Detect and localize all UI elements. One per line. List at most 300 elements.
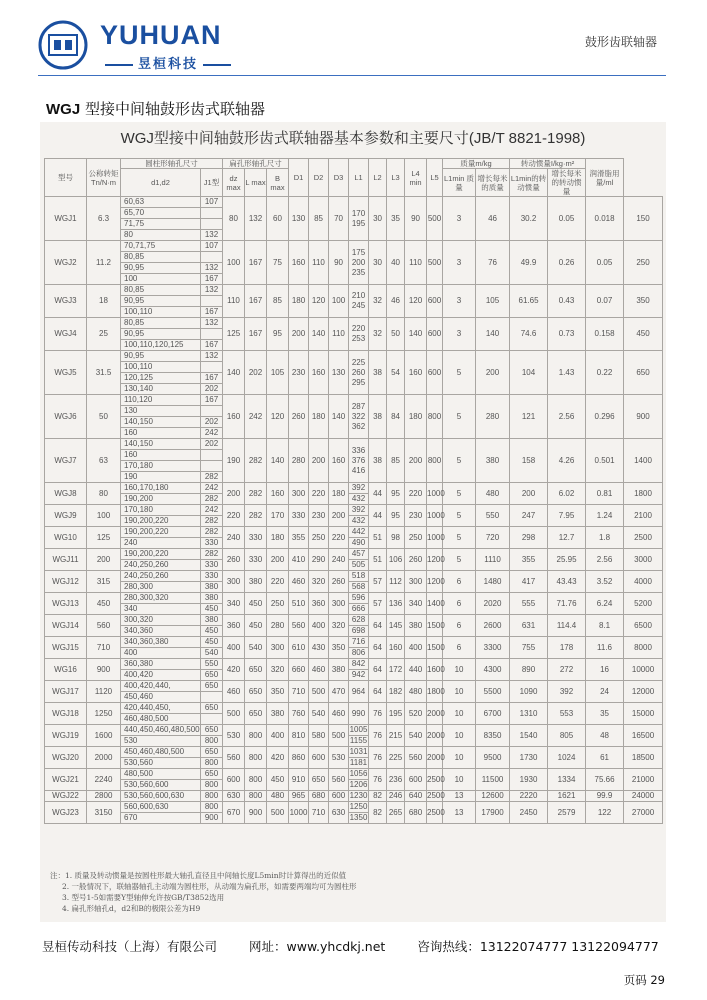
- table-cell: 560: [87, 615, 121, 637]
- table-cell: 1206: [349, 780, 368, 789]
- table-cell: [201, 362, 223, 373]
- table-cell: 1031: [349, 747, 368, 756]
- table-cell: 160: [329, 439, 349, 483]
- table-row: [45, 791, 663, 802]
- table-cell: 540: [201, 648, 223, 659]
- table-cell: 104: [510, 351, 548, 395]
- table-cell: 680: [309, 791, 329, 802]
- table-cell: 16: [586, 659, 624, 681]
- table-cell: 6: [443, 593, 476, 615]
- table-cell: 2.56: [586, 549, 624, 571]
- table-cell: 5: [443, 439, 476, 483]
- table-cell: 0.22: [586, 351, 624, 395]
- table-cell: 180: [289, 285, 309, 318]
- table-cell: 330: [201, 560, 223, 571]
- table-cell: 220: [267, 571, 289, 593]
- table-cell: 1.43: [548, 351, 586, 395]
- table-cell: 1000: [427, 527, 443, 549]
- table-cell: 460: [309, 659, 329, 681]
- table-cell: 5: [443, 549, 476, 571]
- table-cell: 800: [245, 747, 267, 769]
- table-cell: 1200: [427, 549, 443, 571]
- table-cell: 680: [405, 802, 427, 824]
- table-cell: 250: [624, 241, 663, 285]
- table-cell: 200: [223, 483, 245, 505]
- table-cell-value: 225: [351, 357, 366, 367]
- table-cell: 631: [510, 615, 548, 637]
- table-cell: 1.24: [586, 505, 624, 527]
- table-cell: 120,125: [121, 373, 201, 384]
- table-cell: 3: [443, 318, 476, 351]
- company-logo-icon: [38, 20, 88, 70]
- table-cell: 380: [267, 703, 289, 725]
- table-cell: 280: [289, 439, 309, 483]
- table-cell: 392: [349, 505, 369, 516]
- table-cell: 380: [201, 582, 223, 593]
- table-cell: 8000: [624, 637, 663, 659]
- table-cell: 190,200,220: [121, 549, 201, 560]
- table-row: [45, 241, 663, 252]
- spec-table-scan: [40, 122, 666, 922]
- table-cell: 460: [329, 703, 349, 725]
- table-cell: 242: [201, 505, 223, 516]
- table-row: [45, 659, 663, 670]
- table-cell: 2.56: [548, 395, 586, 439]
- table-cell-value: 322: [351, 411, 366, 421]
- table-cell: 964: [349, 681, 369, 703]
- table-cell: 1400: [624, 439, 663, 483]
- table-cell: 180: [329, 483, 349, 505]
- table-row: [45, 571, 663, 582]
- brand-name-cn: 昱桓科技: [100, 53, 236, 72]
- table-cell: 1400: [427, 593, 443, 615]
- table-cell: 12000: [624, 681, 663, 703]
- table-row: [45, 318, 663, 329]
- table-cell: 400,420,440,: [121, 681, 201, 692]
- table-cell-value: 200: [351, 257, 366, 267]
- table-cell: 80: [87, 483, 121, 505]
- section-label: 鼓形齿联轴器: [584, 35, 657, 49]
- table-cell: 70: [329, 197, 349, 241]
- table-cell: 340: [121, 604, 201, 615]
- table-cell: 242: [201, 428, 223, 439]
- table-cell: 202: [201, 384, 223, 395]
- table-cell: 38: [369, 439, 387, 483]
- table-row: [45, 505, 663, 516]
- table-cell: 145: [387, 615, 405, 637]
- table-row: [45, 527, 663, 538]
- table-cell: 132: [245, 197, 267, 241]
- table-cell: [349, 351, 369, 395]
- table-cell: 2020: [476, 593, 510, 615]
- table-cell: 600: [427, 351, 443, 395]
- table-cell: 282: [201, 527, 223, 538]
- table-cell: 650: [245, 703, 267, 725]
- table-cell: 51: [369, 527, 387, 549]
- table-cell: 420: [223, 659, 245, 681]
- table-cell: 98: [387, 527, 405, 549]
- table-cell: 720: [476, 527, 510, 549]
- table-cell: 105: [476, 285, 510, 318]
- table-cell: 240: [223, 527, 245, 549]
- table-cell: 540: [309, 703, 329, 725]
- table-cell: WGJ17: [45, 681, 87, 703]
- table-cell: 530: [121, 736, 201, 747]
- table-header-cell: dz max: [223, 169, 245, 197]
- table-cell: 1730: [510, 747, 548, 769]
- table-cell: 716: [349, 637, 369, 648]
- page-number: 页码 29: [623, 973, 665, 987]
- table-cell: WGJ2: [45, 241, 87, 285]
- table-cell: 110: [223, 285, 245, 318]
- table-cell: 500: [427, 241, 443, 285]
- table-cell: 130: [121, 406, 201, 417]
- table-row: [45, 395, 663, 406]
- table-cell: [349, 197, 369, 241]
- table-cell: 6.3: [87, 197, 121, 241]
- table-cell-value: 220: [351, 324, 366, 333]
- table-cell: 167: [201, 340, 223, 351]
- table-cell: 160: [267, 483, 289, 505]
- table-cell: 480: [267, 791, 289, 802]
- table-cell: 6: [443, 615, 476, 637]
- table-cell: 1500: [427, 637, 443, 659]
- table-cell: 85: [309, 197, 329, 241]
- note-line: 2. 一般情况下，联轴器轴孔主动端为圆柱形，从动端为扁孔形，如需要两端均可为圆柱形: [62, 882, 357, 891]
- table-cell: 10: [443, 681, 476, 703]
- table-cell: 510: [289, 593, 309, 615]
- table-cell: 125: [87, 527, 121, 549]
- table-cell: 12.7: [548, 527, 586, 549]
- table-cell: 46: [387, 285, 405, 318]
- table-cell: 6: [443, 637, 476, 659]
- table-cell: 130: [289, 197, 309, 241]
- table-header-cell: L3: [387, 159, 405, 197]
- table-cell: 82: [369, 791, 387, 802]
- table-cell: 440,450,460,480,500: [121, 725, 201, 736]
- table-cell: 1000: [289, 802, 309, 824]
- table-cell: 330: [201, 538, 223, 549]
- table-cell: 240: [329, 549, 349, 571]
- table-cell: 530: [329, 747, 349, 769]
- table-cell: 400: [121, 648, 201, 659]
- table-cell: 380: [201, 615, 223, 626]
- footer-hotline: 咨询热线：13122074777 13122094777: [417, 939, 659, 954]
- table-cell: 11.6: [586, 637, 624, 659]
- table-cell: [349, 395, 369, 439]
- table-cell: 2500: [427, 791, 445, 800]
- table-cell: 90: [405, 197, 427, 241]
- footer-company: 昱桓传动科技（上海）有限公司: [42, 939, 218, 954]
- table-cell: 900: [87, 659, 121, 681]
- table-cell: 167: [201, 395, 223, 406]
- table-cell: 132: [201, 263, 223, 274]
- table-cell: 95: [387, 505, 405, 527]
- table-cell: 0.07: [586, 285, 624, 318]
- table-cell: 172: [387, 659, 405, 681]
- table-cell: [349, 241, 369, 285]
- table-cell: 410: [289, 549, 309, 571]
- table-cell: 200: [329, 505, 349, 527]
- table-cell-value: 416: [351, 465, 366, 475]
- table-cell: WGJ1: [45, 197, 87, 241]
- table-cell: 630: [223, 791, 245, 802]
- table-cell: 140: [405, 318, 427, 351]
- table-cell: 553: [548, 703, 586, 725]
- table-cell: 5: [443, 351, 476, 395]
- table-cell: [201, 208, 223, 219]
- table-row: [45, 483, 663, 494]
- table-cell: 500: [267, 802, 289, 824]
- table-cell: 24: [586, 681, 624, 703]
- table-cell: 650: [245, 681, 267, 703]
- table-cell: 555: [510, 593, 548, 615]
- table-cell: [201, 219, 223, 230]
- table-cell: 100,110: [121, 362, 201, 373]
- table-cell: 320: [329, 615, 349, 637]
- table-cell: 1.8: [586, 527, 624, 549]
- table-cell: 698: [349, 626, 369, 637]
- table-cell: 965: [289, 791, 309, 802]
- table-cell: 1200: [427, 571, 443, 593]
- table-cell: 450: [87, 593, 121, 615]
- table-cell: 450: [245, 593, 267, 615]
- table-cell: WG10: [45, 527, 87, 549]
- table-cell: 1540: [510, 725, 548, 747]
- table-cell: 280,300,320: [121, 593, 201, 604]
- table-cell: 560: [405, 747, 427, 769]
- table-cell: 1600: [87, 725, 121, 747]
- table-cell: [201, 296, 223, 307]
- table-row: [45, 615, 663, 626]
- table-cell: 25: [87, 318, 121, 351]
- table-cell: 5: [443, 505, 476, 527]
- section-title-text: 型接中间轴鼓形齿式联轴器: [80, 100, 265, 118]
- table-cell: 1930: [510, 769, 548, 791]
- table-cell: 202: [201, 417, 223, 428]
- table-cell: 760: [289, 703, 309, 725]
- table-cell: 520: [405, 703, 427, 725]
- table-cell: 246: [387, 791, 405, 802]
- table-cell: 167: [245, 318, 267, 351]
- table-cell: 200: [405, 439, 427, 483]
- table-cell: 442: [349, 527, 369, 538]
- table-cell: 140,150: [121, 439, 201, 450]
- table-cell: 140,150: [121, 417, 201, 428]
- table-cell: [349, 439, 369, 483]
- table-cell: 710: [309, 802, 329, 824]
- table-cell: 300: [267, 637, 289, 659]
- table-cell: 74.6: [510, 318, 548, 351]
- table-cell: 800: [427, 439, 443, 483]
- table-cell-value: 235: [351, 267, 366, 277]
- table-cell: 140: [267, 439, 289, 483]
- table-header-cell: L5: [427, 159, 443, 197]
- table-cell: 340,360: [121, 626, 201, 637]
- table-cell: 48: [586, 725, 624, 747]
- table-cell: 121: [510, 395, 548, 439]
- table-cell: 76: [369, 725, 387, 747]
- table-cell: 600: [405, 769, 427, 791]
- table-cell: 10: [443, 725, 476, 747]
- table-cell: 0.43: [548, 285, 586, 318]
- table-cell: 100: [121, 274, 201, 285]
- table-cell: 202: [245, 351, 267, 395]
- table-cell: 320: [267, 659, 289, 681]
- table-cell: 0.05: [548, 197, 586, 241]
- table-cell: 1800: [624, 483, 663, 505]
- table-cell: 480,500: [121, 769, 201, 780]
- table-cell: 560: [289, 615, 309, 637]
- table-row: [45, 593, 663, 604]
- table-cell: 250: [405, 527, 427, 549]
- table-cell: 1155: [349, 736, 368, 745]
- table-cell: 330: [201, 571, 223, 582]
- table-cell: 450: [267, 769, 289, 791]
- table-cell: 420,440,450,: [121, 703, 201, 714]
- table-cell: 16500: [624, 725, 663, 747]
- table-cell: 450: [245, 615, 267, 637]
- table-cell-value: 210: [351, 291, 366, 300]
- table-cell: 2600: [476, 615, 510, 637]
- table-cell: [201, 714, 223, 725]
- table-cell: WGJ20: [45, 747, 87, 769]
- table-cell: 100: [223, 241, 245, 285]
- table-cell: 392: [548, 681, 586, 703]
- table-header-cell: L max: [245, 169, 267, 197]
- table-cell: 0.05: [586, 241, 624, 285]
- table-cell: 417: [510, 571, 548, 593]
- table-cell: 7.95: [548, 505, 586, 527]
- table-cell: 670: [223, 802, 245, 824]
- table-cell: 75: [267, 241, 289, 285]
- table-cell: 300: [329, 593, 349, 615]
- table-cell: 190: [223, 439, 245, 483]
- table-cell: 1250: [349, 802, 368, 811]
- table-cell: 140: [476, 318, 510, 351]
- table-cell: 400: [223, 637, 245, 659]
- section-title-code: WGJ: [46, 101, 81, 118]
- table-row: [45, 197, 663, 208]
- table-cell: 32: [369, 318, 387, 351]
- table-cell: 80: [223, 197, 245, 241]
- table-cell: 0.018: [586, 197, 624, 241]
- table-cell: 260: [223, 549, 245, 571]
- table-cell: 470: [329, 681, 349, 703]
- table-cell: 100,110,120,125: [121, 340, 201, 351]
- table-cell: 505: [349, 560, 369, 571]
- table-cell: 942: [349, 670, 369, 681]
- table-cell: 46: [476, 197, 510, 241]
- table-cell: 800: [427, 395, 443, 439]
- table-cell: 280: [476, 395, 510, 439]
- table-cell: 260: [329, 571, 349, 593]
- table-cell: 0.296: [586, 395, 624, 439]
- table-cell: 100: [329, 285, 349, 318]
- table-cell: WGJ11: [45, 549, 87, 571]
- table-cell: 18500: [624, 747, 663, 769]
- table-cell: 568: [349, 582, 369, 593]
- table-cell: 90,95: [121, 263, 201, 274]
- table-cell: WGJ21: [45, 769, 87, 791]
- table-cell: 540: [405, 725, 427, 747]
- table-cell: 10000: [624, 659, 663, 681]
- table-cell: 180: [267, 527, 289, 549]
- table-cell: 450: [624, 318, 663, 351]
- table-header-cell: L4 min: [405, 159, 427, 197]
- table-header-cell: 增长每米的转动惯量: [548, 169, 586, 197]
- table-cell: 215: [387, 725, 405, 747]
- table-cell: 12600: [476, 791, 510, 802]
- table-cell: 272: [548, 659, 586, 681]
- table-cell: 282: [201, 516, 223, 527]
- table-cell: 95: [267, 318, 289, 351]
- table-cell: 10: [443, 659, 476, 681]
- table-cell: WGJ22: [45, 791, 87, 802]
- table-cell: 80,85: [121, 318, 201, 329]
- table-header-row: [45, 159, 663, 169]
- table-cell: 540: [245, 637, 267, 659]
- table-cell: 120: [267, 395, 289, 439]
- table-cell: 2579: [548, 802, 586, 824]
- table-cell: 260: [289, 395, 309, 439]
- table-header-cell: L1min 质量: [443, 169, 476, 197]
- table-cell: 180: [405, 395, 427, 439]
- table-cell: 8350: [476, 725, 510, 747]
- table-cell: 57: [369, 571, 387, 593]
- table-cell: 640: [405, 791, 427, 802]
- table-cell: 1181: [349, 758, 368, 767]
- table-cell: 200: [476, 351, 510, 395]
- table-cell: 202: [201, 439, 223, 450]
- table-cell: 282: [245, 483, 267, 505]
- table-cell: 61: [586, 747, 624, 769]
- table-cell-value: 295: [351, 377, 366, 387]
- table-cell: 3: [443, 241, 476, 285]
- table-cell: 82: [369, 802, 387, 824]
- table-cell: 800: [201, 802, 223, 813]
- table-cell: 2100: [624, 505, 663, 527]
- table-cell: 2240: [87, 769, 121, 791]
- table-cell: 300: [405, 571, 427, 593]
- table-cell: 132: [201, 351, 223, 362]
- table-cell: 220: [405, 483, 427, 505]
- table-cell: 132: [201, 230, 223, 241]
- table-cell: 160: [121, 450, 201, 461]
- table-cell: 460: [223, 681, 245, 703]
- table-cell: 600: [427, 285, 443, 318]
- table-header-cell: D3: [329, 159, 349, 197]
- table-cell: WGJ9: [45, 505, 87, 527]
- table-cell: 38: [369, 395, 387, 439]
- table-cell: 300: [289, 483, 309, 505]
- table-cell: 190,200,220: [121, 516, 201, 527]
- note-line: 注：1. 质量及转动惯量是按圆柱形最大轴孔直径且中间轴长度L5min时计算得出的近似值: [50, 871, 347, 880]
- table-cell: 11500: [476, 769, 510, 791]
- table-cell: 2000: [427, 703, 443, 725]
- table-cell: 630: [329, 802, 349, 824]
- table-header-cell: 转动惯量I/kg·m²: [510, 159, 586, 169]
- table-cell: WGJ8: [45, 483, 87, 505]
- table-cell: 600: [427, 318, 443, 351]
- table-cell: 596: [349, 593, 369, 604]
- table-cell: 220: [329, 527, 349, 549]
- table-cell: 1621: [548, 791, 586, 802]
- table-cell: 99.9: [586, 791, 624, 802]
- table-cell: 10: [443, 703, 476, 725]
- table-cell: 800: [245, 725, 267, 747]
- table-cell: [201, 329, 223, 340]
